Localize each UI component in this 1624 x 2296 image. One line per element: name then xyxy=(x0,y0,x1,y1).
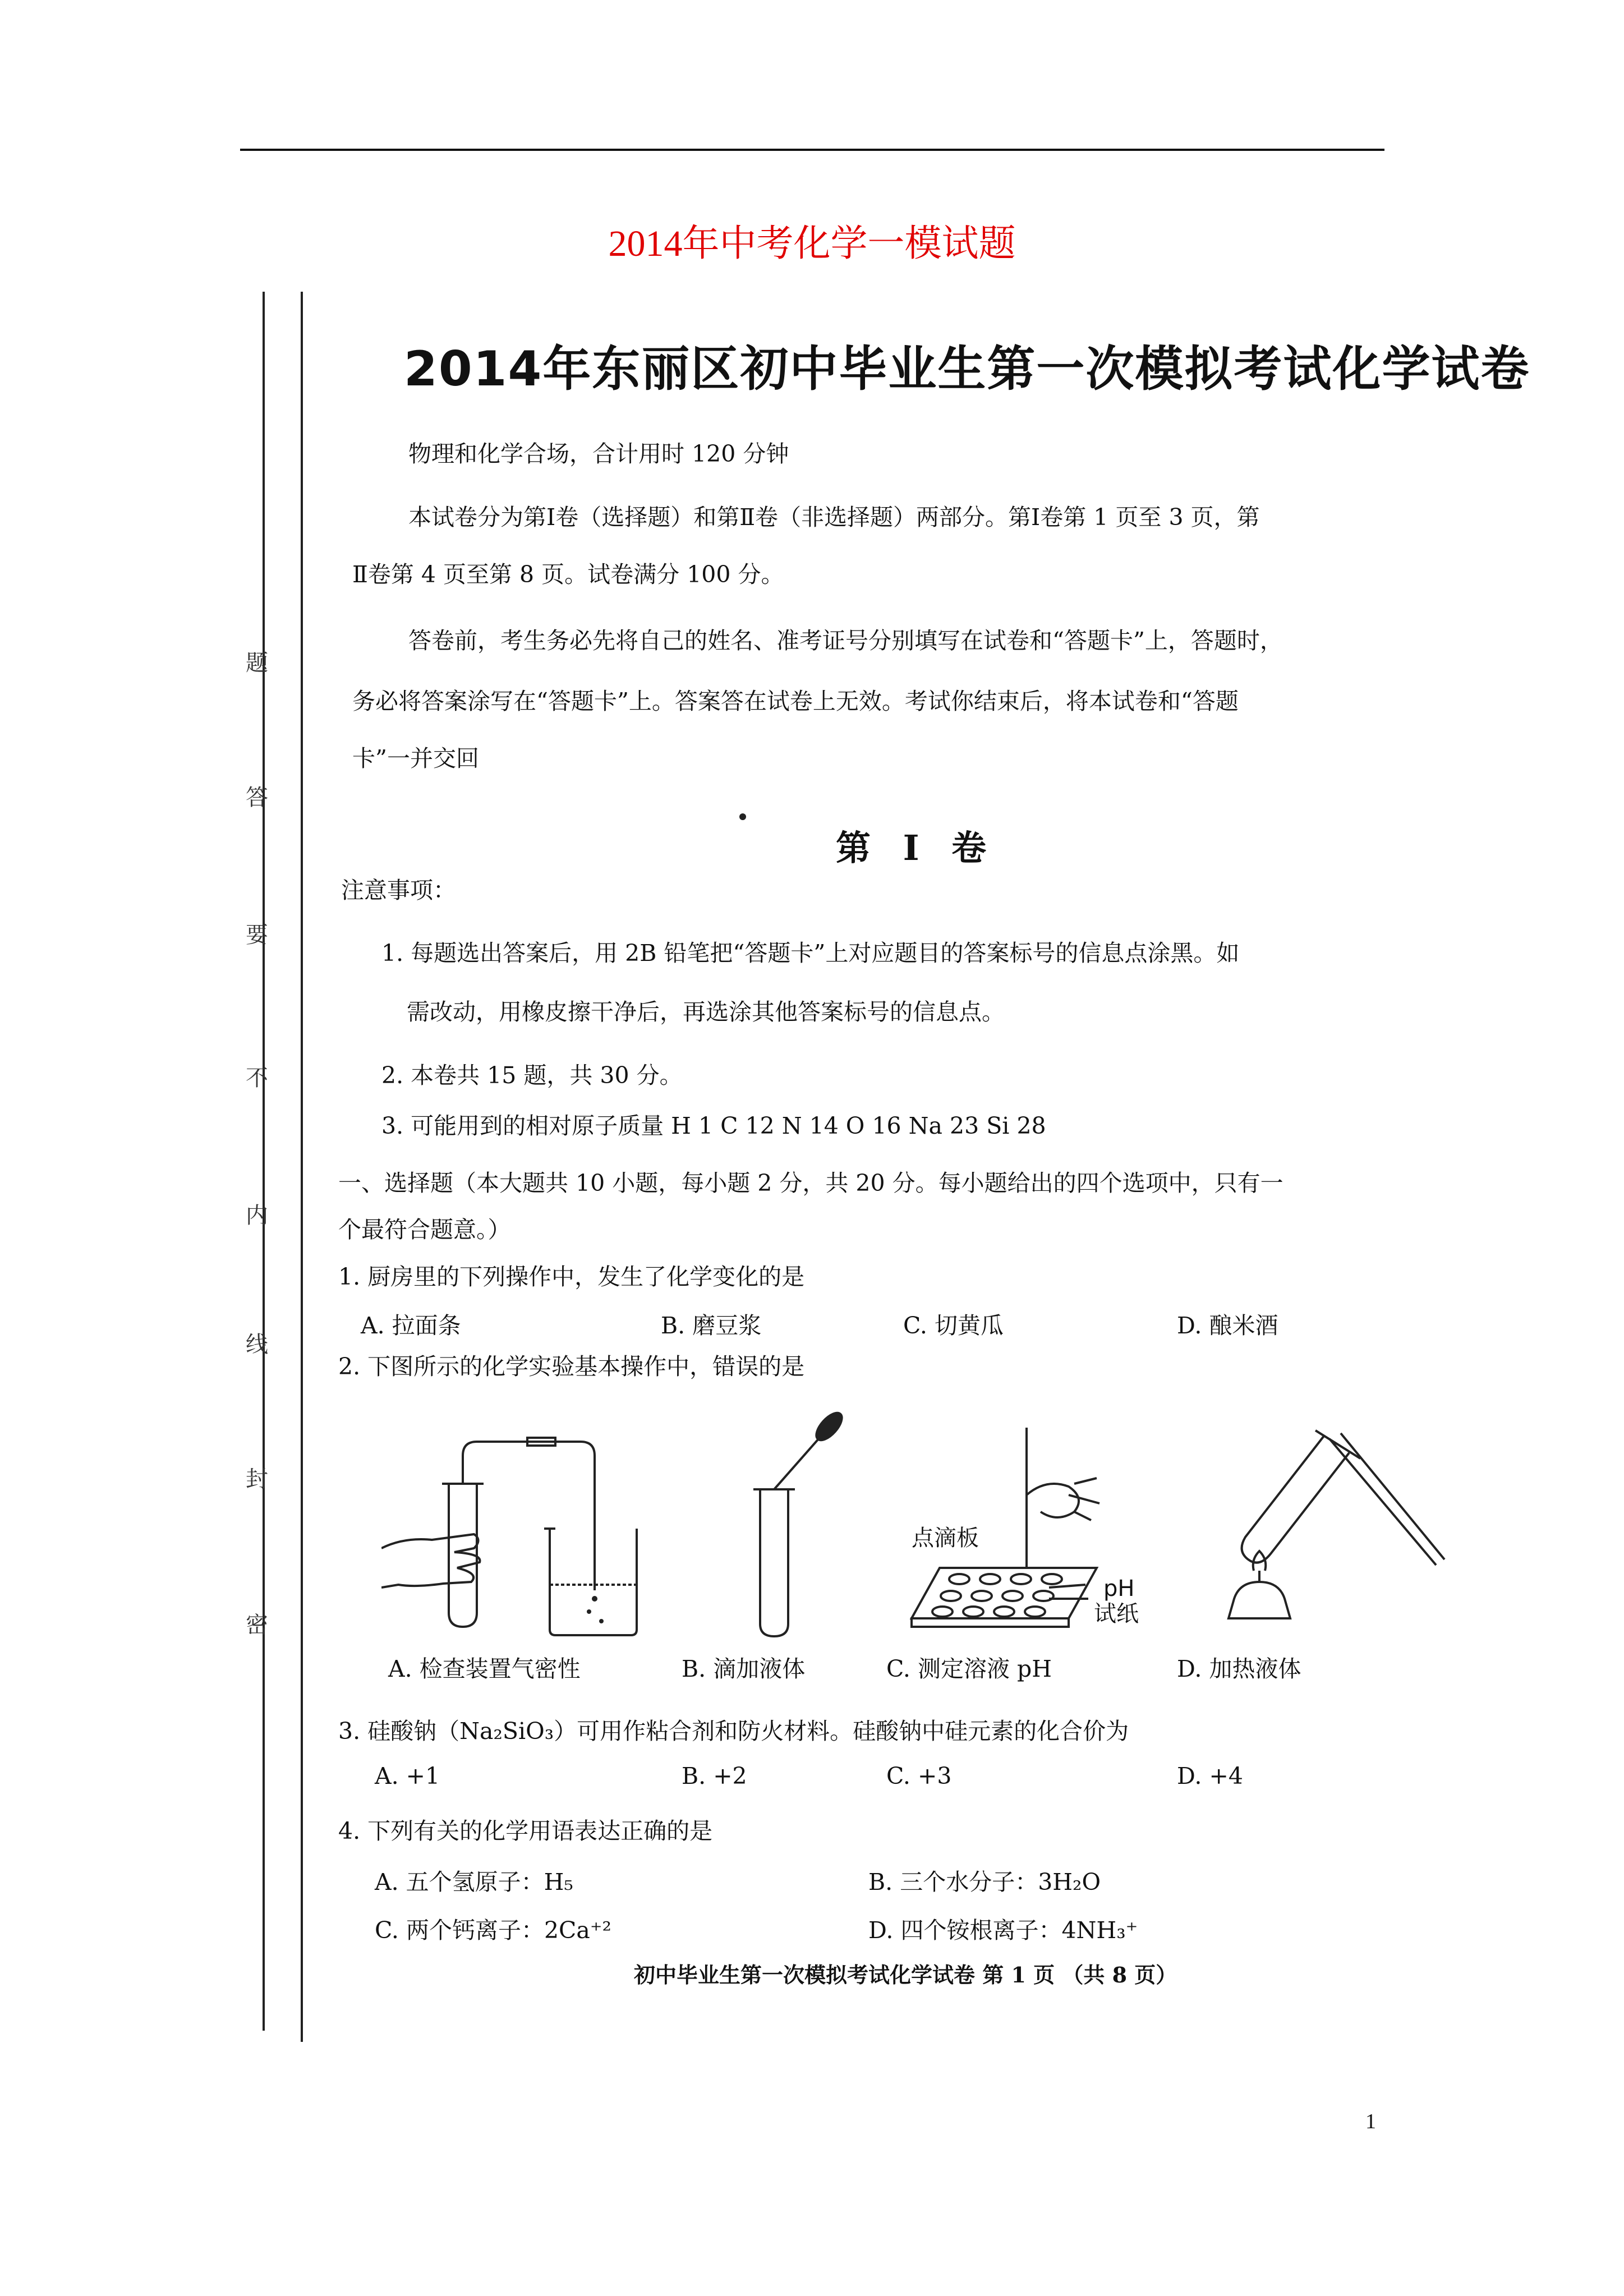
option: B. 三个水分子：3H₂O xyxy=(868,1869,1101,1895)
figure-d-heating xyxy=(1200,1397,1453,1632)
binding-line-outer xyxy=(263,292,265,2031)
option: D. 加热液体 xyxy=(1177,1655,1301,1682)
binding-label: 密 xyxy=(246,1612,268,1638)
option: C. 切黄瓜 xyxy=(903,1312,1004,1339)
fig-label-ph: pH xyxy=(1103,1576,1135,1602)
option: A. 五个氢原子：H₅ xyxy=(375,1869,573,1895)
exam-title: 2014年东丽区初中毕业生第一次模拟考试化学试卷 xyxy=(404,341,1530,397)
option: A. 拉面条 xyxy=(361,1312,461,1339)
header-rule xyxy=(240,149,1384,151)
figure-c-ph-test xyxy=(906,1405,1170,1641)
option: D. 酿米酒 xyxy=(1177,1312,1278,1339)
question-stem: 2. 下图所示的化学实验基本操作中，错误的是 xyxy=(338,1353,805,1380)
section-heading: 第 Ⅰ 卷 xyxy=(836,827,997,868)
binding-label: 封 xyxy=(246,1466,268,1492)
page-footer: 初中毕业生第一次模拟考试化学试卷 第 1 页 （共 8 页） xyxy=(634,1962,1177,1987)
intro-text: 答卷前，考生务必先将自己的姓名、准考证号分别填写在试卷和“答题卡”上，答题时， xyxy=(408,627,1283,654)
intro-text: 务必将答案涂写在“答题卡”上。答案答在试卷上无效。考试你结束后，将本试卷和“答题 xyxy=(352,688,1239,715)
document-title: 2014年中考化学一模试题 xyxy=(608,223,1016,264)
intro-text: 卡”一并交回 xyxy=(352,745,479,772)
option: B. 磨豆浆 xyxy=(661,1312,762,1339)
question-stem: 3. 硅酸钠（Na₂SiO₃）可用作粘合剂和防火材料。硅酸钠中硅元素的化合价为 xyxy=(338,1718,1129,1745)
option: B. 滴加液体 xyxy=(682,1655,806,1682)
exam-subtitle: 物理和化学合场，合计用时 120 分钟 xyxy=(408,440,789,467)
notice-item: 需改动，用橡皮擦干净后，再选涂其他答案标号的信息点。 xyxy=(407,999,1005,1025)
binding-label: 题 xyxy=(246,650,268,676)
part-heading: 一、选择题（本大题共 10 小题，每小题 2 分，共 20 分。每小题给出的四个选项中，只有一 xyxy=(338,1170,1283,1197)
binding-label: 不 xyxy=(246,1065,268,1091)
notice-item: 1. 每题选出答案后，用 2B 铅笔把“答题卡”上对应题目的答案标号的信息点涂黑。如 xyxy=(381,940,1240,967)
option: C. 测定溶液 pH xyxy=(886,1655,1052,1682)
fig-label-plate: 点滴板 xyxy=(912,1525,979,1551)
stray-mark xyxy=(739,813,746,820)
option: D. 四个铵根离子：4NH₃⁺ xyxy=(868,1917,1138,1944)
binding-label: 线 xyxy=(246,1332,268,1358)
figure-b-dropper xyxy=(729,1405,853,1641)
binding-line-inner xyxy=(301,292,303,2042)
binding-label: 要 xyxy=(246,922,268,948)
binding-label: 内 xyxy=(246,1203,268,1228)
fig-label-paper: 试纸 xyxy=(1094,1601,1139,1627)
part-heading: 个最符合题意。） xyxy=(338,1216,511,1243)
option: C. 两个钙离子：2Ca⁺² xyxy=(375,1917,611,1944)
page-number: 1 xyxy=(1365,2110,1376,2133)
intro-text: Ⅱ卷第 4 页至第 8 页。试卷满分 100 分。 xyxy=(352,561,784,588)
option: A. 检查装置气密性 xyxy=(388,1655,581,1682)
notice-item: 3. 可能用到的相对原子质量 H 1 C 12 N 14 O 16 Na 23 Si 28 xyxy=(381,1112,1046,1139)
option: C. +3 xyxy=(886,1763,952,1789)
intro-text: 本试卷分为第Ⅰ卷（选择题）和第Ⅱ卷（非选择题）两部分。第Ⅰ卷第 1 页至 3 页，第 xyxy=(408,504,1260,531)
binding-label: 答 xyxy=(246,785,268,811)
question-stem: 1. 厨房里的下列操作中，发生了化学变化的是 xyxy=(338,1263,805,1290)
notice-item: 2. 本卷共 15 题，共 30 分。 xyxy=(381,1062,683,1089)
option: A. +1 xyxy=(375,1763,440,1789)
option: B. +2 xyxy=(682,1763,747,1789)
notice-title: 注意事项： xyxy=(341,877,456,904)
question-stem: 4. 下列有关的化学用语表达正确的是 xyxy=(338,1818,713,1844)
figure-a-airtightness xyxy=(381,1405,640,1641)
option: D. +4 xyxy=(1177,1763,1243,1789)
